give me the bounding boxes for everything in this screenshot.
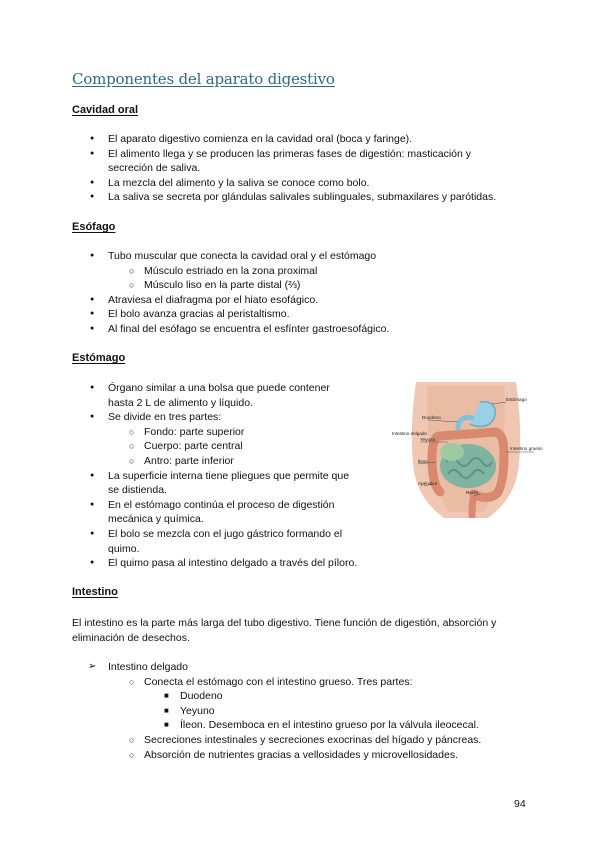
list-cavidad-oral <box>72 132 542 205</box>
heading-estomago: Estómago <box>72 352 126 364</box>
heading-cavidad-oral: Cavidad oral <box>72 104 139 116</box>
list-item-continuation: secreción de saliva. <box>108 162 201 175</box>
list-item: ● La superficie interna tiene pliegues que permite que <box>72 469 382 484</box>
list-item: ➢ Intestino delgado <box>72 660 552 675</box>
list-item-continuation: hasta 2 L de alimento y líquido. <box>108 396 253 409</box>
page-title: Componentes del aparato digestivo <box>72 70 335 88</box>
list-item-continuation: quimo. <box>108 542 140 555</box>
list-item: ● La saliva se secreta por glándulas salivales sublinguales, submaxilares y parótidas. <box>72 190 542 205</box>
label-intestino-grueso: Intestino grueso <box>510 446 543 451</box>
sub-list-item: ○ Conecta el estómago con el intestino grueso. Tres partes: <box>72 675 552 690</box>
list-esofago <box>72 249 542 337</box>
sub-list-item: ○ Cuerpo: parte central <box>72 439 382 454</box>
sub-list-item: ○ Antro: parte inferior <box>72 454 382 469</box>
label-recto: Recto <box>466 490 479 495</box>
list-item: ● Tubo muscular que conecta la cavidad oral y el estómago <box>72 249 542 264</box>
sub-sub-list-item: ■ Íleon. Desemboca en el intestino grueso por la válvula ileocecal. <box>72 718 552 733</box>
list-item: ● Órgano similar a una bolsa que puede contener <box>72 381 382 396</box>
list-item-continuation: se distienda. <box>108 484 167 497</box>
label-estomago: Estómago <box>506 397 527 402</box>
list-item: ● En el estómago continúa el proceso de digestión <box>72 498 382 513</box>
list-item: ● Al final del esófago se encuentra el esfínter gastroesofágico. <box>72 322 542 337</box>
sub-list-item: ○ Músculo estriado en la zona proximal <box>72 264 542 279</box>
sub-sub-list-item: ■ Yeyuno <box>72 704 552 719</box>
intestino-paragraph-line-1: El intestino es la parte más larga del tubo digestivo. Tiene función de digestión, absorción y <box>72 617 497 629</box>
label-intestino-delgado: Intestino delgado <box>392 431 427 436</box>
label-duodeno: Duodeno <box>422 415 441 420</box>
list-estomago <box>72 381 382 571</box>
list-item: ● La mezcla del alimento y la saliva se conoce como bolo. <box>72 176 542 191</box>
label-ileon: Íleon <box>418 459 428 464</box>
sub-list-item: ○ Músculo liso en la parte distal (⅔) <box>72 278 542 293</box>
list-item: ● Atraviesa el diafragma por el hiato esofágico. <box>72 293 542 308</box>
label-yeyuno: Yeyuno <box>420 437 436 442</box>
list-item-continuation: mecánica y química. <box>108 513 204 526</box>
sub-list-item: ○ Absorción de nutrientes gracias a vellosidades y microvellosidades. <box>72 748 552 763</box>
list-item: ● El bolo avanza gracias al peristaltismo. <box>72 307 542 322</box>
sub-list-item: ○ Fondo: parte superior <box>72 425 382 440</box>
list-item: ● Se divide en tres partes: <box>72 410 382 425</box>
intestino-paragraph-line-2: eliminación de desechos. <box>72 632 190 644</box>
list-item: ● El aparato digestivo comienza en la cavidad oral (boca y faringe). <box>72 132 542 147</box>
list-item: ● El bolo se mezcla con el jugo gástrico formando el <box>72 527 382 542</box>
heading-intestino: Intestino <box>72 586 118 598</box>
sub-sub-list-item: ■ Duodeno <box>72 689 552 704</box>
sub-list-item: ○ Secreciones intestinales y secreciones exocrinas del hígado y páncreas. <box>72 733 552 748</box>
heading-esofago: Esófago <box>72 221 116 233</box>
list-item: ● El alimento llega y se producen las primeras fases de digestión: masticación y <box>72 147 542 162</box>
page-number: 94 <box>514 798 526 810</box>
list-item: ● El quimo pasa al intestino delgado a través del píloro. <box>72 556 382 571</box>
label-apendice: Apéndice <box>418 481 438 486</box>
digestive-system-illustration <box>388 382 543 518</box>
list-intestino <box>72 660 552 762</box>
